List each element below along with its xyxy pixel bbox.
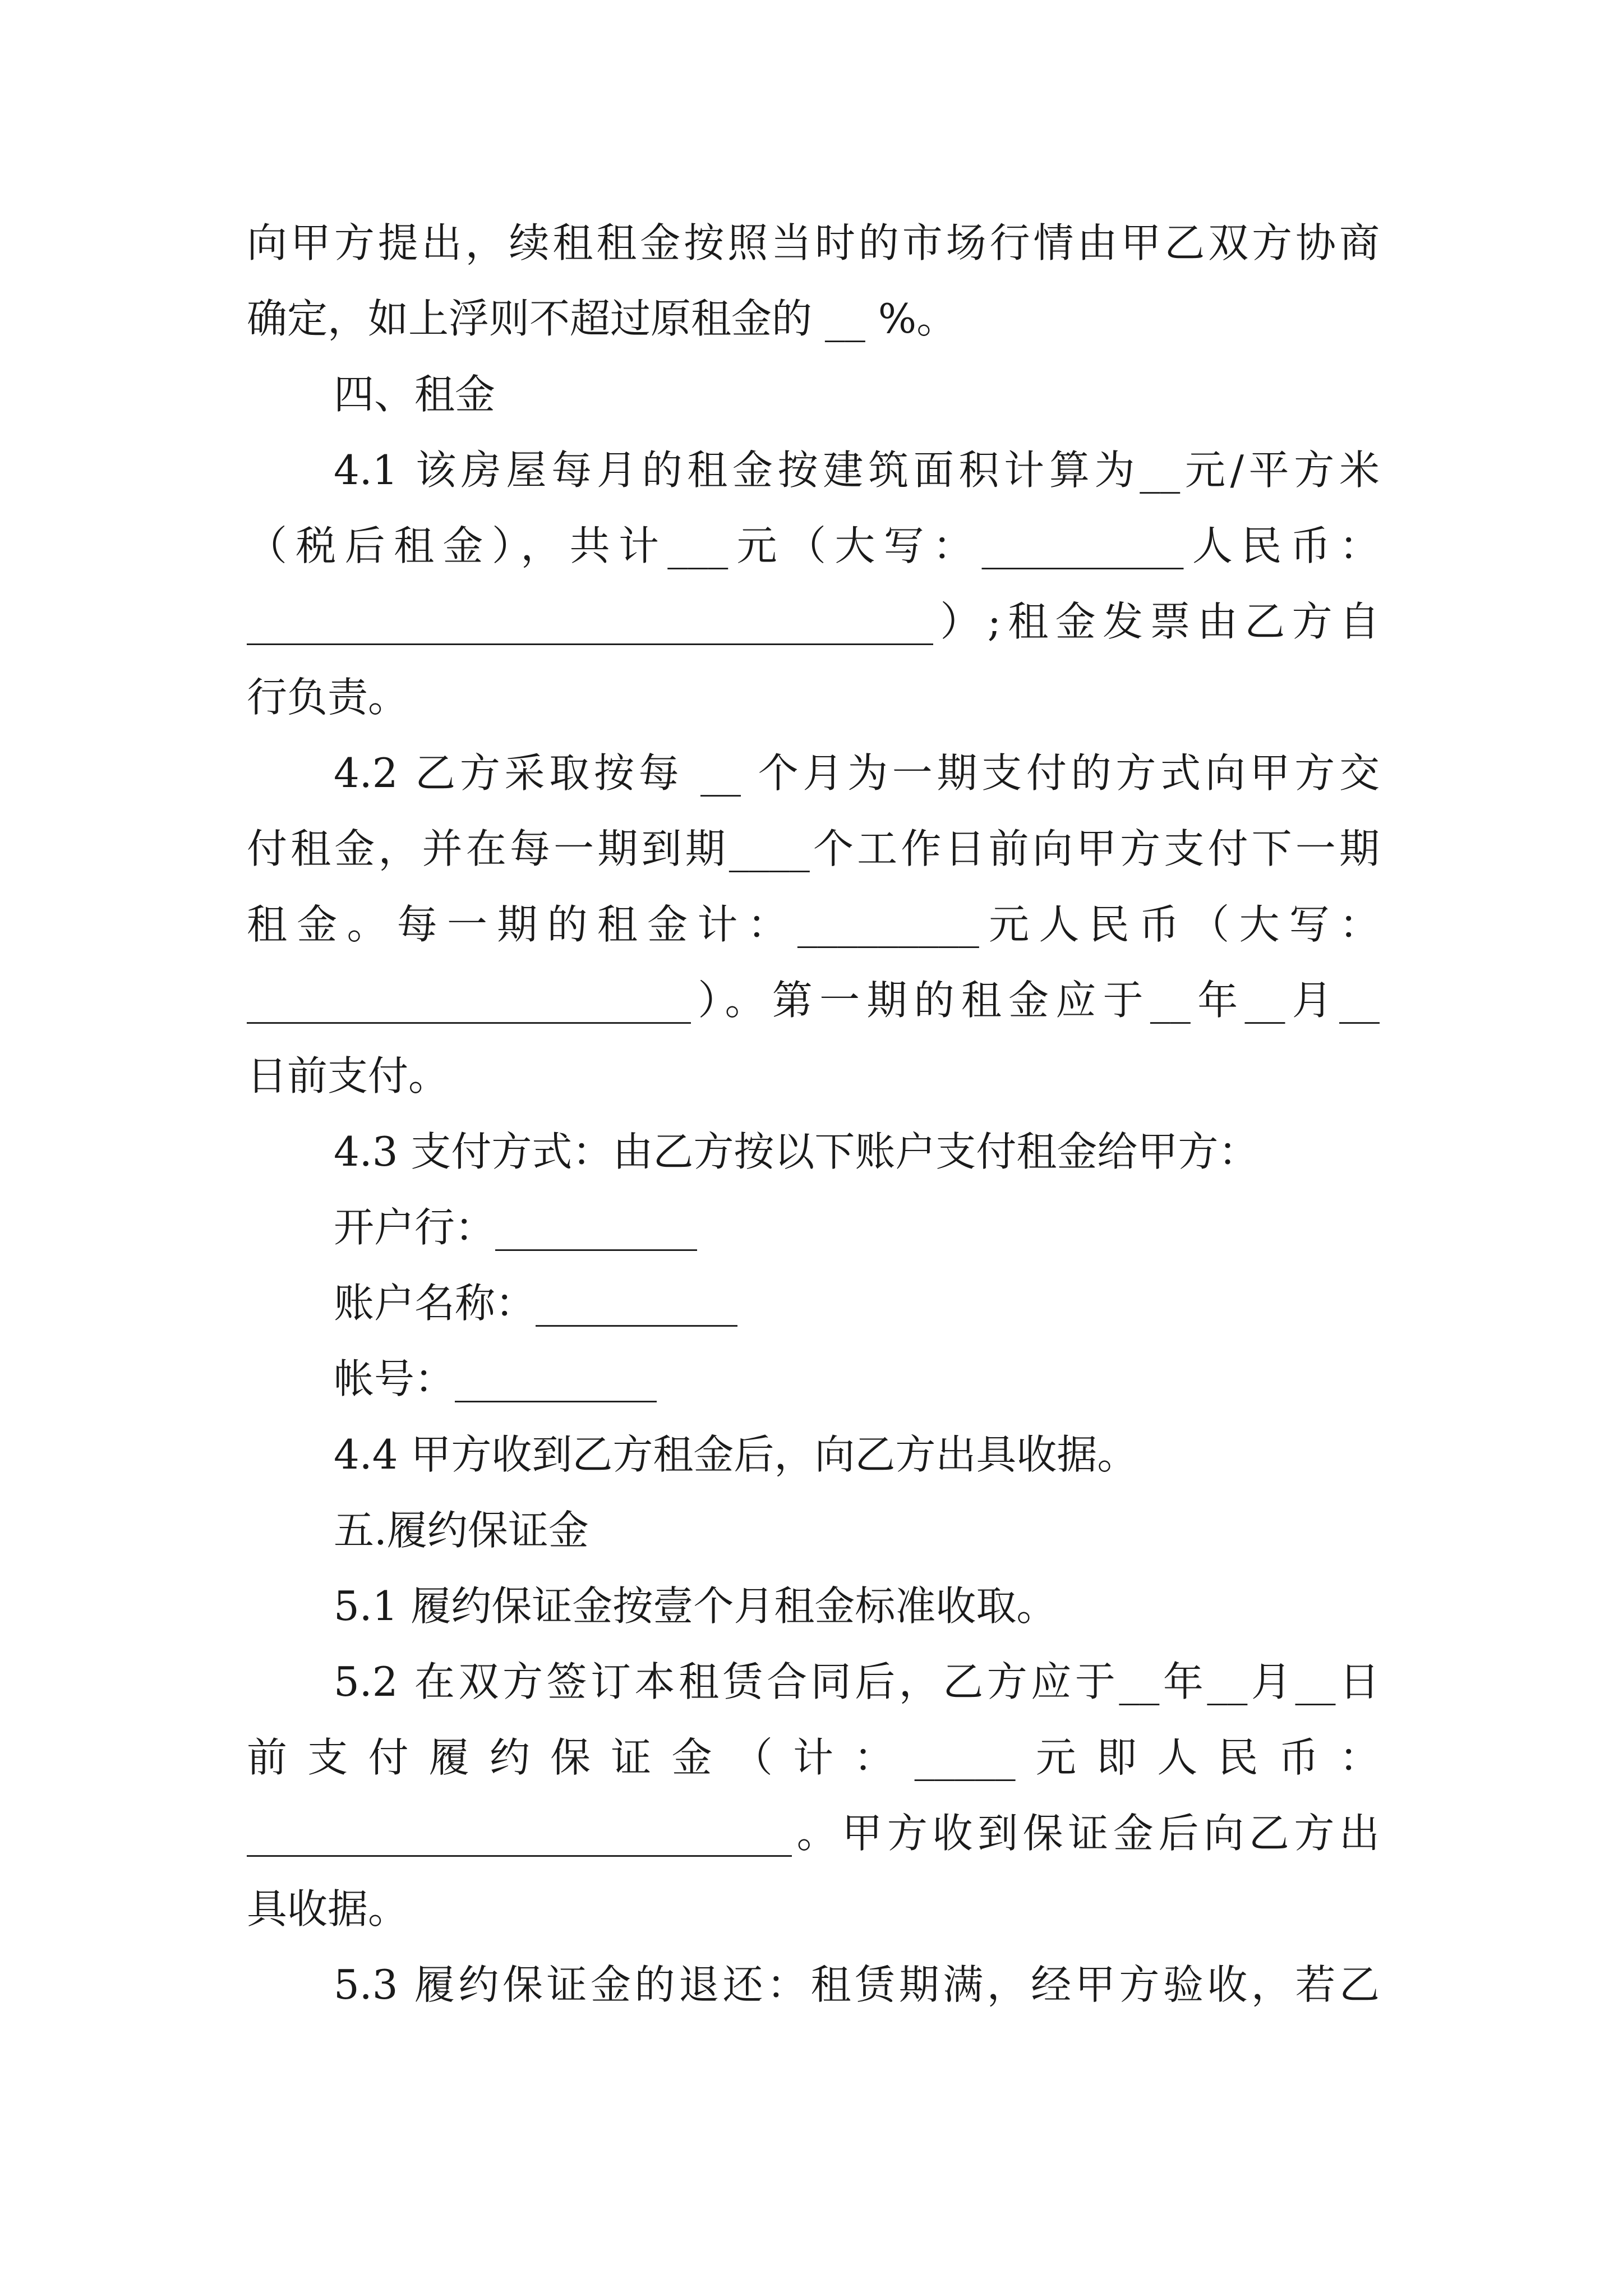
text-line: 4.3 支付方式：由乙方按以下账户支付租金给甲方： <box>334 1128 1259 1175</box>
text-line: 5.2 在双方签订本租赁合同后，乙方应于__年__月__日 <box>334 1658 1380 1705</box>
section-heading: 四、租金 <box>334 371 496 418</box>
text-line: （税后租金），共计___元（大写：__________人民币： <box>247 522 1380 569</box>
text-line: 5.1 履约保证金按壹个月租金标准收取。 <box>334 1582 1057 1630</box>
text-line: 向甲方提出，续租租金按照当时的市场行情由甲乙双方协商 <box>247 219 1380 266</box>
form-field-account-number: 帐号：__________ <box>334 1355 657 1402</box>
form-field-account-name: 账户名称：__________ <box>334 1280 738 1327</box>
text-line: 前支付履约保证金（计：_____元即人民币： <box>247 1734 1380 1781</box>
text-line: __________________________________）;租金发票由乙方自 <box>247 598 1380 645</box>
text-line: 行负责。 <box>247 674 409 721</box>
text-line: 4.4 甲方收到乙方租金后，向乙方出具收据。 <box>334 1431 1138 1478</box>
text-line: ______________________）。第一期的租金应于__年__月__ <box>247 977 1380 1024</box>
text-line: 4.2 乙方采取按每 __ 个月为一期支付的方式向甲方交 <box>334 749 1380 797</box>
text-line: 付租金，并在每一期到期____个工作日前向甲方支付下一期 <box>247 825 1380 872</box>
text-line: 确定，如上浮则不超过原租金的 __ %。 <box>247 295 957 342</box>
text-line: 4.1 该房屋每月的租金按建筑面积计算为__元/平方米 <box>334 447 1380 494</box>
form-field-bank: 开户行：__________ <box>334 1204 698 1251</box>
text-line: 租金。每一期的租金计：_________元人民币（大写： <box>247 901 1380 948</box>
text-line: ___________________________。甲方收到保证金后向乙方出 <box>247 1810 1380 1857</box>
text-line: 具收据。 <box>247 1885 409 1932</box>
text-line: 日前支付。 <box>247 1052 449 1099</box>
text-line: 5.3 履约保证金的退还：租赁期满，经甲方验收，若乙 <box>334 1961 1380 2008</box>
section-heading: 五.履约保证金 <box>334 1507 589 1554</box>
